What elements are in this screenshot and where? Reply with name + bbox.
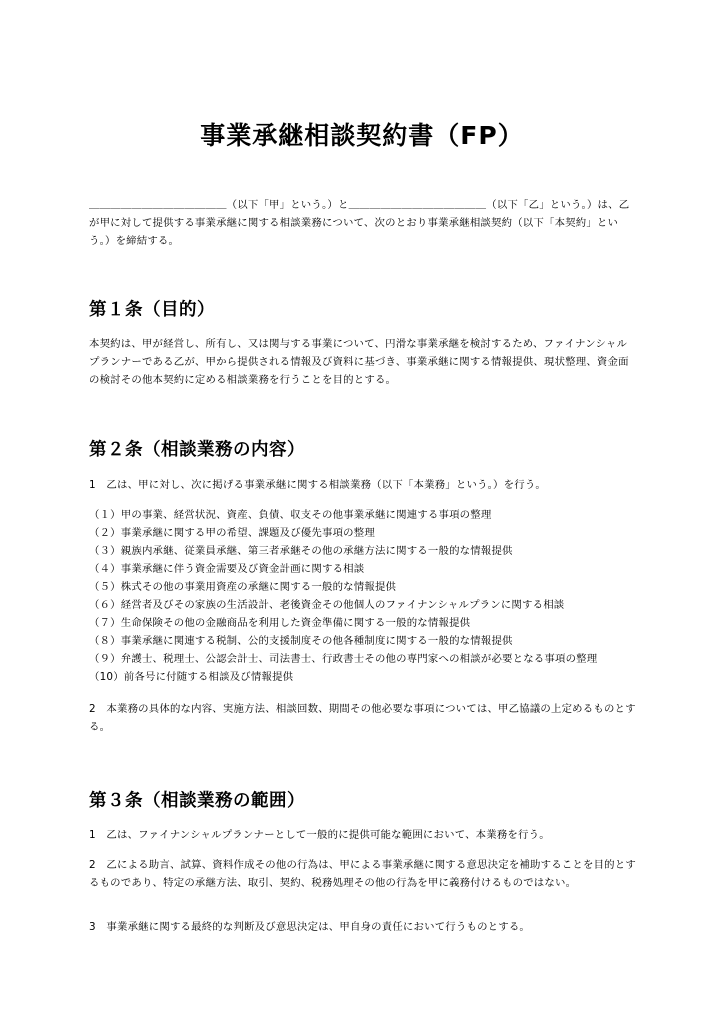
list-item: （８）事業承継に関連する税制、公的支援制度その他各種制度に関する一般的な情報提供 [89, 635, 513, 647]
article-1-paragraph: 本契約は、甲が経営し、所有し、又は関与する事業について、円滑な事業承継を検討するため、ファイナンシャルプランナーである乙が、甲から提供される情報及び資料に基づき、事業承継に関する情報提供、現状整理、資金面の検討その他本契約に定める相談業務を行うことを目的とする。 [89, 338, 629, 386]
article-1-heading: 第１条（目的） [89, 300, 215, 320]
list-item: （３）親族内承継、従業員承継、第三者承継その他の承継方法に関する一般的な情報提供 [89, 545, 513, 557]
article-2-paragraph-2: 2 本業務の具体的な内容、実施方法、相談回数、期間その他必要な事項については、甲乙協議の上定めるものとする。 [89, 703, 636, 733]
list-item: （１）甲の事業、経営状況、資産、負債、収支その他事業承継に関連する事項の整理 [89, 509, 492, 521]
list-item: （５）株式その他の事業用資産の承継に関する一般的な情報提供 [89, 581, 397, 593]
article-2-item-list [89, 506, 637, 686]
list-item: （７）生命保険その他の金融商品を利用した資金準備に関する一般的な情報提供 [89, 617, 471, 629]
document-title: 事業承継相談契約書（FP） [200, 121, 524, 150]
list-item: （４）事業承継に伴う資金需要及び資金計画に関する相談 [89, 563, 365, 575]
article-2-paragraph-1: 1 乙は、甲に対し、次に掲げる事業承継に関する相談業務（以下「本業務」という。）を行う。 [89, 479, 547, 491]
article-3-paragraph-1: 1 乙は、ファイナンシャルプランナーとして一般的に提供可能な範囲において、本業務を行う。 [89, 829, 550, 841]
intro-paragraph: ＿＿＿＿＿＿＿＿＿＿＿＿＿（以下「甲」という。）と＿＿＿＿＿＿＿＿＿＿＿＿＿（以下「乙」という。）は、乙が甲に対して提供する事業承継に関する相談業務について、次のとおり事業承継相談契約（以下「本契約」という。）を締結する。 [89, 199, 630, 247]
article-3-paragraph-2: 2 乙による助言、試算、資料作成その他の行為は、甲による事業承継に関する意思決定を補助することを目的とするものであり、特定の承継方法、取引、契約、税務処理その他の行為を甲に義務付けるものではない。 [89, 859, 636, 889]
article-2-heading: 第２条（相談業務の内容） [89, 440, 305, 460]
article-3-paragraph-3: 3 事業承継に関する最終的な判断及び意思決定は、甲自身の責任において行うものとする。 [89, 921, 531, 933]
article-3-heading: 第３条（相談業務の範囲） [89, 791, 305, 811]
list-item: （９）弁護士、税理士、公認会計士、司法書士、行政書士その他の専門家への相談が必要となる事項の整理 [89, 653, 598, 665]
list-item: （10）前各号に付随する相談及び情報提供 [89, 671, 294, 683]
list-item: （６）経営者及びその家族の生活設計、老後資金その他個人のファイナンシャルプランに関する相談 [89, 599, 565, 611]
list-item: （２）事業承継に関する甲の希望、課題及び優先事項の整理 [89, 527, 375, 539]
